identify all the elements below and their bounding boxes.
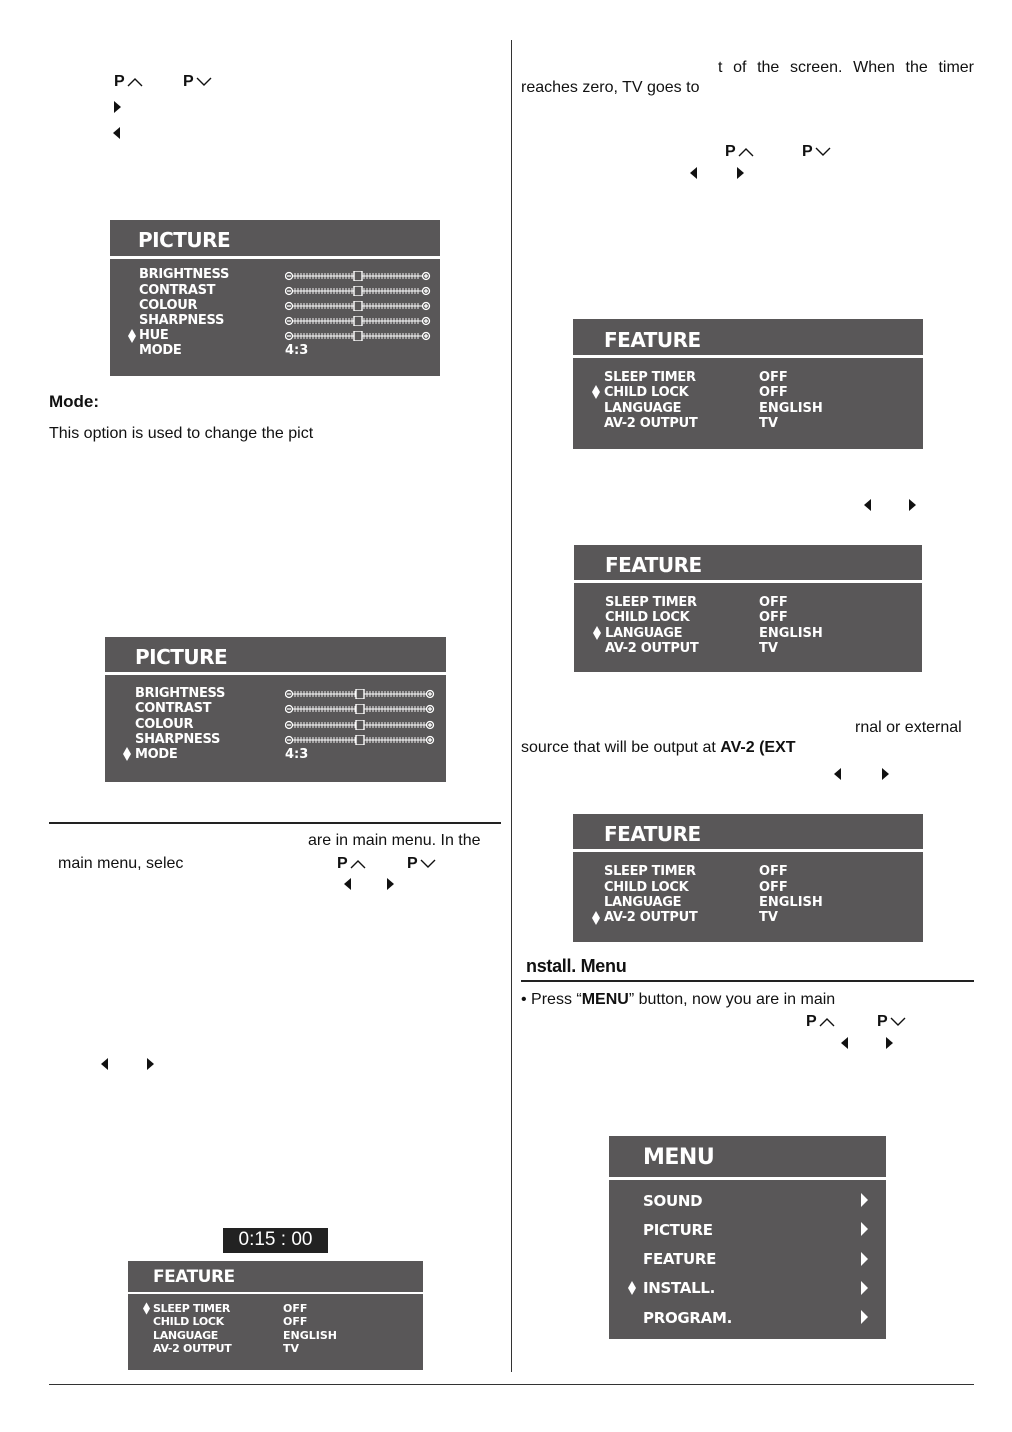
right-arrow-icon (147, 1058, 154, 1070)
menu-separator (609, 1177, 886, 1180)
menu-title: FEATURE (604, 822, 701, 846)
mode-value: 4:3 (285, 343, 309, 358)
left-arrow-icon (113, 127, 120, 139)
menu-item[interactable]: SLEEP TIMER (604, 864, 696, 879)
menu-item-selected[interactable]: MODE (135, 747, 178, 762)
left-arrow-icon (101, 1058, 108, 1070)
menu-item[interactable]: SLEEP TIMER (605, 595, 697, 610)
menu-value: OFF (759, 864, 788, 879)
av2-text-line1: rnal or external (855, 719, 962, 736)
install-instruction (521, 990, 835, 1010)
menu-separator (573, 355, 923, 358)
menu-title: MENU (643, 1145, 715, 1170)
menu-value: TV (759, 416, 778, 431)
menu-title: PICTURE (138, 228, 231, 252)
mode-value: 4:3 (285, 747, 309, 762)
menu-value: OFF (759, 595, 788, 610)
menu-item-program[interactable]: PROGRAM. (643, 1309, 732, 1327)
submenu-arrow-icon (861, 1252, 868, 1266)
menu-item-selected[interactable]: HUE (139, 328, 169, 343)
submenu-arrow-icon (861, 1193, 868, 1207)
menu-item[interactable]: CHILD LOCK (604, 880, 689, 895)
right-arrow-icon (114, 101, 121, 113)
menu-title: FEATURE (604, 328, 701, 352)
left-arrow-icon (834, 768, 841, 780)
install-text-a: • Press “ (521, 991, 582, 1008)
selection-marker-icon (593, 626, 601, 640)
menu-value: OFF (283, 1302, 308, 1315)
menu-item[interactable]: SHARPNESS (139, 313, 225, 328)
menu-item[interactable]: SHARPNESS (135, 732, 221, 747)
feature-menu-av2-output (573, 814, 923, 942)
av2-text-bold: AV-2 (EXT (720, 739, 796, 756)
contrast-slider[interactable] (285, 286, 431, 296)
menu-item[interactable]: LANGUAGE (604, 895, 682, 910)
sleep-timer-display: 0:15 : 00 (223, 1228, 328, 1253)
main-menu (609, 1136, 886, 1339)
brightness-slider[interactable] (285, 271, 431, 281)
install-menu-heading: nstall. Menu (526, 956, 627, 976)
selection-marker-icon (128, 329, 136, 343)
menu-item[interactable]: CHILD LOCK (153, 1315, 224, 1328)
contrast-slider[interactable] (285, 704, 435, 714)
right-arrow-icon (886, 1037, 893, 1049)
menu-item-picture[interactable]: PICTURE (643, 1221, 713, 1239)
menu-item[interactable]: AV-2 OUTPUT (604, 416, 698, 431)
menu-value: OFF (759, 610, 788, 625)
right-arrow-icon (737, 167, 744, 179)
menu-item-install[interactable]: INSTALL. (643, 1279, 716, 1297)
menu-value: OFF (283, 1315, 308, 1328)
menu-key-label: MENU (581, 991, 629, 1008)
colour-slider[interactable] (285, 720, 435, 730)
menu-separator (110, 256, 440, 259)
timer-text-line2: reaches zero, TV goes to (521, 79, 700, 96)
p-down-key: P (183, 72, 212, 92)
menu-item[interactable]: MODE (139, 343, 182, 358)
left-arrow-icon (841, 1037, 848, 1049)
p-up-key: P (337, 854, 366, 874)
brightness-slider[interactable] (285, 689, 435, 699)
p-up-key: P (806, 1012, 835, 1032)
menu-separator (128, 1292, 423, 1294)
section-rule-install (521, 980, 974, 982)
menu-item[interactable]: BRIGHTNESS (135, 686, 226, 701)
menu-value: ENGLISH (759, 401, 823, 416)
menu-value: ENGLISH (283, 1329, 337, 1342)
menu-item-sound[interactable]: SOUND (643, 1192, 703, 1210)
feature-intro-line1: are in main menu. In the (308, 832, 481, 849)
menu-value: OFF (759, 370, 788, 385)
menu-value: TV (759, 910, 778, 925)
menu-item-selected[interactable]: AV-2 OUTPUT (604, 910, 698, 925)
left-arrow-icon (690, 167, 697, 179)
selection-marker-icon (592, 385, 600, 399)
sharpness-slider[interactable] (285, 735, 435, 745)
feature-menu-sleep-timer (128, 1261, 423, 1370)
p-down-key: P (877, 1012, 906, 1032)
menu-separator (105, 672, 446, 675)
p-up-key: P (725, 142, 754, 162)
menu-value: TV (283, 1342, 300, 1355)
menu-item[interactable]: AV-2 OUTPUT (153, 1342, 232, 1355)
feature-menu-language (574, 545, 922, 672)
feature-menu-child-lock (573, 319, 923, 449)
p-down-key: P (802, 142, 831, 162)
av2-text-normal: source that will be output at (521, 739, 721, 756)
timer-text-line1: t of the screen. When the timer (718, 59, 974, 76)
menu-item[interactable]: CHILD LOCK (605, 610, 690, 625)
menu-item[interactable]: LANGUAGE (153, 1329, 219, 1342)
menu-item[interactable]: LANGUAGE (604, 401, 682, 416)
picture-menu-mode (105, 637, 446, 782)
menu-item[interactable]: AV-2 OUTPUT (605, 641, 699, 656)
menu-value: OFF (759, 880, 788, 895)
menu-item-selected[interactable]: SLEEP TIMER (153, 1302, 231, 1315)
selection-marker-icon (143, 1302, 150, 1315)
menu-item-feature[interactable]: FEATURE (643, 1250, 717, 1268)
right-arrow-icon (387, 878, 394, 890)
menu-item[interactable]: CONTRAST (139, 283, 216, 298)
mode-description: This option is used to change the pict (49, 425, 314, 442)
p-up-key: P (114, 72, 143, 92)
selection-marker-icon (123, 747, 131, 761)
p-down-key: P (407, 854, 436, 874)
av2-text-line2 (521, 738, 796, 758)
submenu-arrow-icon (861, 1222, 868, 1236)
hue-slider[interactable] (285, 331, 431, 341)
install-text-c: ” button, now you are in main (628, 991, 836, 1008)
colour-slider[interactable] (285, 301, 431, 311)
menu-item[interactable]: SLEEP TIMER (604, 370, 696, 385)
menu-item[interactable]: BRIGHTNESS (139, 267, 230, 282)
menu-item[interactable]: CONTRAST (135, 701, 212, 716)
menu-title: FEATURE (153, 1267, 235, 1287)
menu-value: ENGLISH (759, 895, 823, 910)
menu-value: ENGLISH (759, 626, 823, 641)
submenu-arrow-icon (861, 1310, 868, 1324)
menu-title: PICTURE (135, 645, 228, 669)
menu-title: FEATURE (605, 553, 702, 577)
feature-intro-line2: main menu, selec (58, 855, 184, 872)
menu-item-selected[interactable]: CHILD LOCK (604, 385, 689, 400)
right-arrow-icon (909, 499, 916, 511)
footer-rule (49, 1384, 974, 1385)
selection-marker-icon (592, 911, 600, 925)
column-divider (511, 40, 512, 1372)
right-arrow-icon (882, 768, 889, 780)
menu-item-selected[interactable]: LANGUAGE (605, 626, 683, 641)
menu-item[interactable]: COLOUR (135, 717, 194, 732)
selection-marker-icon (628, 1281, 636, 1295)
left-arrow-icon (864, 499, 871, 511)
submenu-arrow-icon (861, 1281, 868, 1295)
menu-item[interactable]: COLOUR (139, 298, 198, 313)
left-arrow-icon (344, 878, 351, 890)
menu-separator (573, 849, 923, 852)
menu-separator (574, 580, 922, 583)
menu-value: OFF (759, 385, 788, 400)
section-rule-left (49, 822, 501, 824)
sharpness-slider[interactable] (285, 316, 431, 326)
mode-heading: Mode: (49, 392, 100, 411)
picture-menu-hue (110, 220, 440, 376)
menu-value: TV (759, 641, 778, 656)
